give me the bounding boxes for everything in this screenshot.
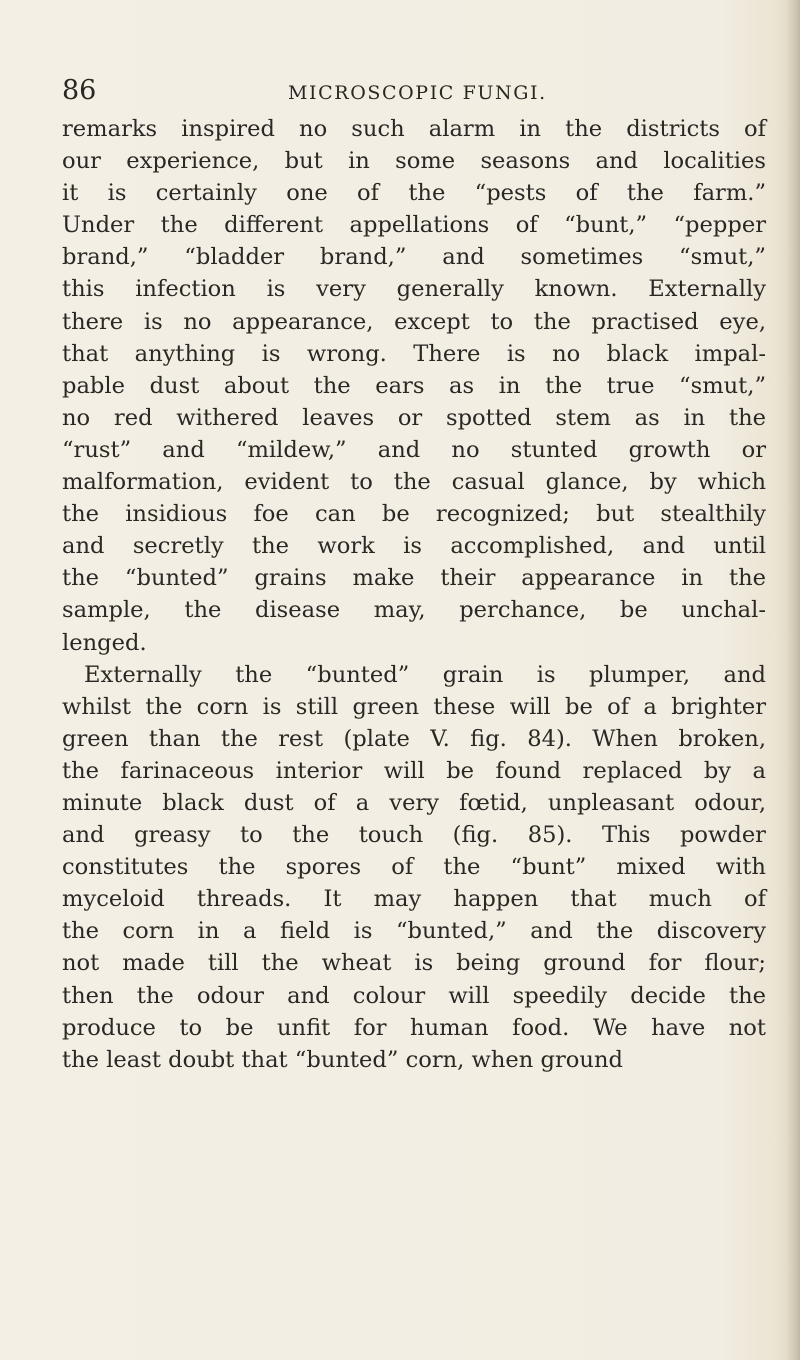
text-line: brand,” “bladder brand,” and sometimes “smut,” xyxy=(62,244,766,271)
text-line: lenged. xyxy=(62,629,147,656)
text-line: Under the different appellations of “bunt,” “pepper xyxy=(62,212,766,239)
text-line: it is certainly one of the “pests of the farm.” xyxy=(62,180,766,207)
text-line: remarks inspired no such alarm in the districts of xyxy=(62,116,766,142)
text-line: pable dust about the ears as in the true “smut,” xyxy=(62,372,766,399)
body-text xyxy=(62,113,766,1076)
text-line: produce to be unfit for human food. We have not xyxy=(62,1014,766,1041)
text-line: the “bunted” grains make their appearance in the xyxy=(62,565,766,592)
text-line: no red withered leaves or spotted stem as in the xyxy=(62,404,766,431)
text-line: constitutes the spores of the “bunt” mixed with xyxy=(62,854,766,881)
text-line: that anything is wrong. There is no black impal- xyxy=(62,340,766,367)
text-line: there is no appearance, except to the practised eye, xyxy=(62,308,766,335)
running-title: MICROSCOPIC FUNGI. xyxy=(288,82,547,104)
text-line: Externally the “bunted” grain is plumper, and xyxy=(84,661,766,688)
text-line: our experience, but in some seasons and localities xyxy=(62,148,766,175)
paragraph-2 xyxy=(62,659,766,1076)
text-line: whilst the corn is still green these will be of a brighter xyxy=(62,693,766,720)
text-line: and greasy to the touch (fig. 85). This powder xyxy=(62,822,766,849)
text-line: not made till the wheat is being ground for flour; xyxy=(62,950,766,977)
text-line: the farinaceous interior will be found replaced by a xyxy=(62,757,766,784)
text-line: the insidious foe can be recognized; but stealthily xyxy=(62,501,766,528)
text-line: sample, the disease may, perchance, be unchal- xyxy=(62,597,766,624)
text-line: minute black dust of a very fœtid, unpleasant odour, xyxy=(62,789,766,816)
text-line: and secretly the work is accomplished, and until xyxy=(62,533,766,560)
text-line: green than the rest (plate V. fig. 84). When broken, xyxy=(62,725,766,752)
text-line: then the odour and colour will speedily decide the xyxy=(62,982,766,1009)
text-line: “rust” and “mildew,” and no stunted growth or xyxy=(62,436,766,463)
page-number: 86 xyxy=(62,75,97,106)
running-head xyxy=(62,74,762,108)
paragraph-1 xyxy=(62,113,766,659)
text-line: the corn in a field is “bunted,” and the discovery xyxy=(62,918,766,945)
text-line: the least doubt that “bunted” corn, when ground xyxy=(62,1046,623,1073)
page-edge-shadow xyxy=(786,0,800,1360)
text-line: myceloid threads. It may happen that much of xyxy=(62,886,766,913)
text-line: this infection is very generally known. Externally xyxy=(62,276,766,303)
text-line: malformation, evident to the casual glance, by which xyxy=(62,469,766,496)
